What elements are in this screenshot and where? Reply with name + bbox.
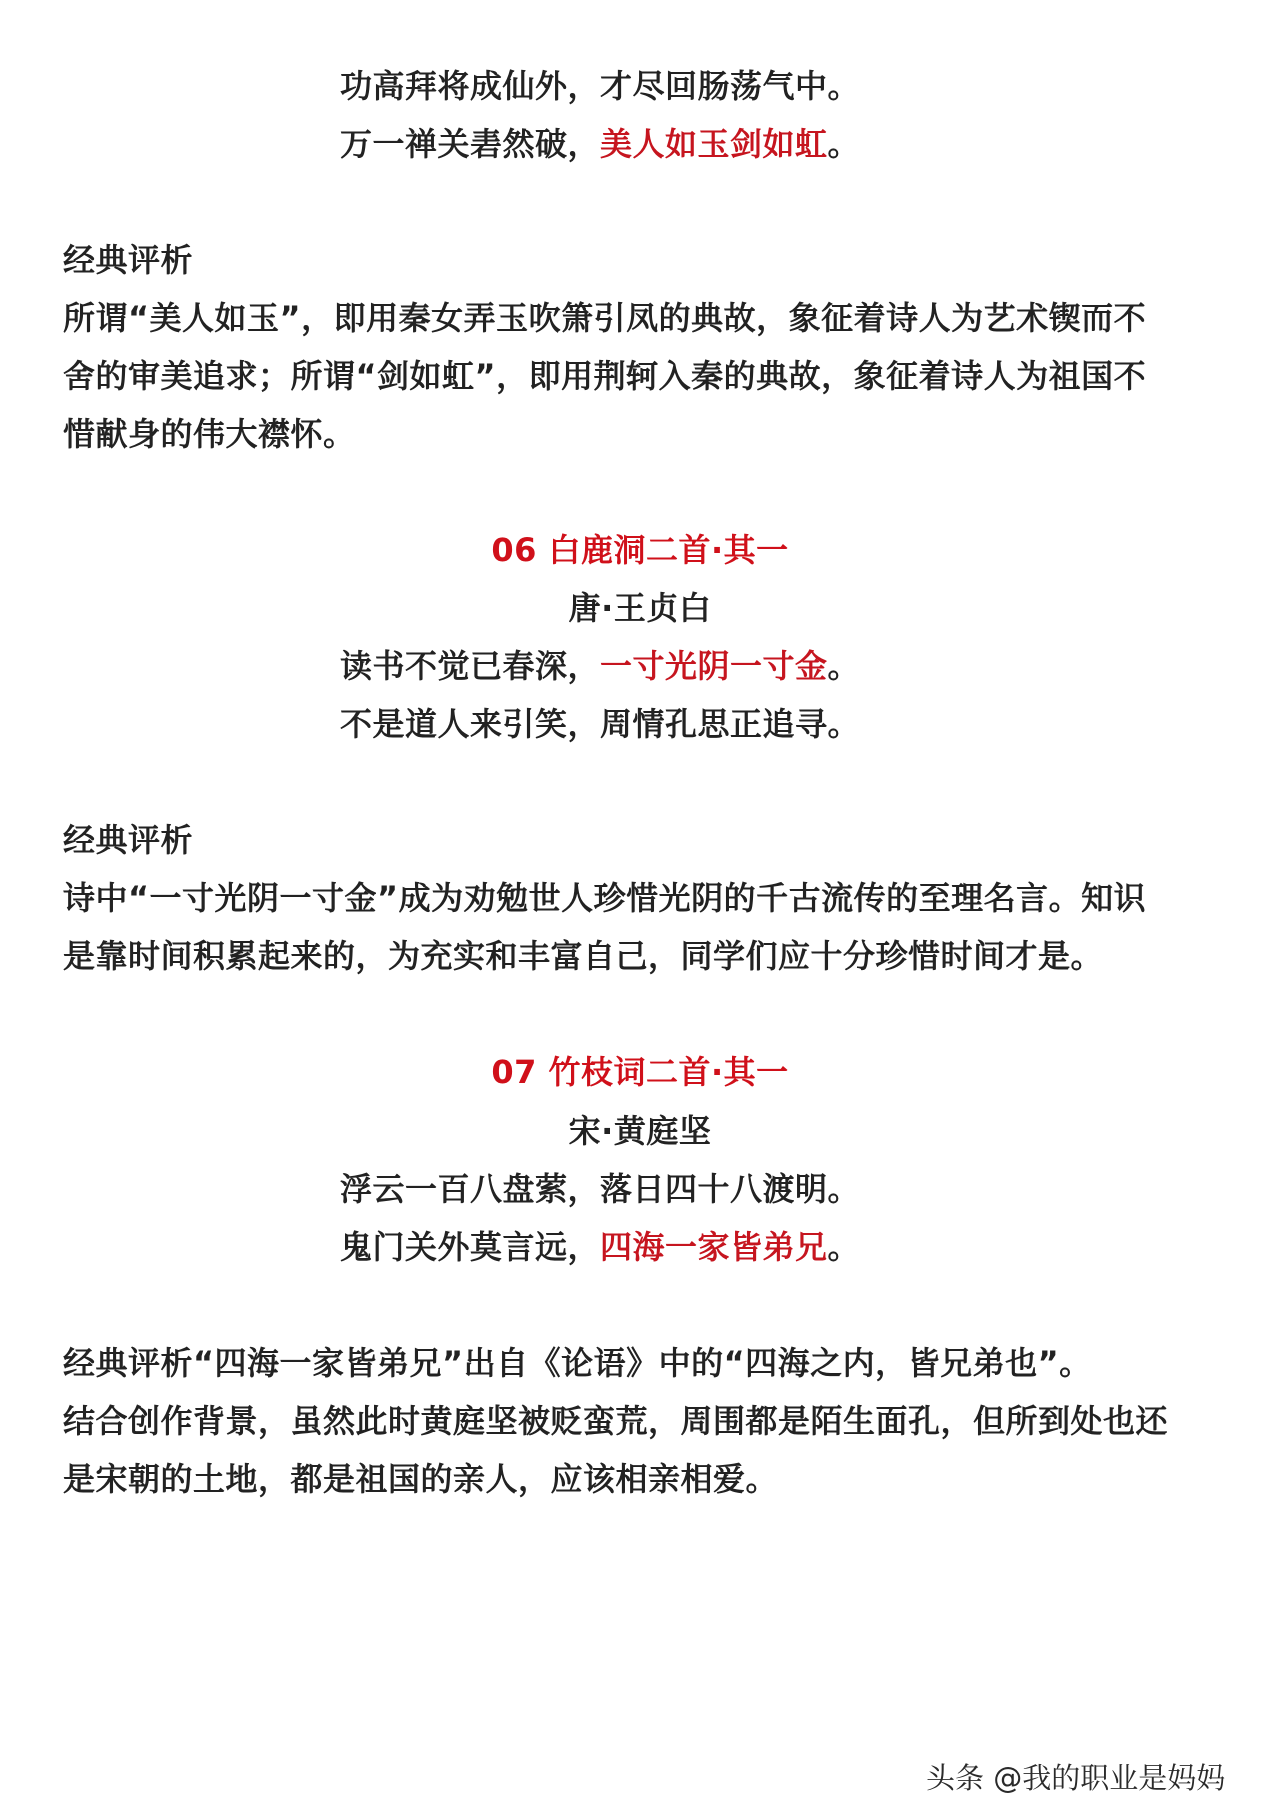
poem07-line2-plain: 鬼门关外莫言远，: [340, 1228, 601, 1266]
poem06-line1-plain: 读书不觉已春深，: [340, 647, 601, 685]
analysis05-heading: 经典评析: [63, 241, 194, 279]
poem06-author: 唐·王贞白: [568, 589, 712, 627]
analysis05-line3: 惜献身的伟大襟怀。: [63, 415, 356, 453]
analysis07-line1: 经典评析“四海一家皆弟兄”出自《论语》中的“四海之内，皆兄弟也”。: [63, 1344, 1092, 1382]
poem05-line1: 功高拜将成仙外，才尽回肠荡气中。: [340, 67, 861, 105]
poem05-line2: [340, 124, 860, 164]
analysis06-heading: 经典评析: [63, 821, 194, 859]
poem05-line2-highlight: 美人如玉剑如虹: [600, 125, 828, 163]
watermark: 头条 @我的职业是妈妈: [926, 1761, 1226, 1795]
poem07-line2-end: 。: [827, 1228, 861, 1266]
poem06-line2: 不是道人来引笑，周情孔思正追寻。: [340, 705, 861, 743]
poem06-line1-highlight: 一寸光阴一寸金: [600, 647, 828, 685]
analysis07-line2: 结合创作背景，虽然此时黄庭坚被贬蛮荒，周围都是陌生面孔，但所到处也还: [63, 1402, 1169, 1440]
analysis07-line3: 是宋朝的土地，都是祖国的亲人，应该相亲相爱。: [63, 1460, 779, 1498]
poem05-line2-end: 。: [827, 125, 861, 163]
poem07-author: 宋·黄庭坚: [568, 1112, 712, 1150]
analysis05-line1: 所谓“美人如玉”，即用秦女弄玉吹箫引凤的典故，象征着诗人为艺术锲而不: [63, 299, 1147, 337]
poem07-line2: [340, 1227, 860, 1267]
poem07-line2-highlight: 四海一家皆弟兄: [600, 1228, 828, 1266]
poem06-title: 06 白鹿洞二首·其一: [491, 531, 789, 569]
poem07-line1: 浮云一百八盘萦，落日四十八渡明。: [340, 1170, 861, 1208]
poem07-title: 07 竹枝词二首·其一: [491, 1053, 789, 1091]
analysis06-line2: 是靠时间积累起来的，为充实和丰富自己，同学们应十分珍惜时间才是。: [63, 937, 1104, 975]
poem06-line1: [340, 646, 860, 686]
analysis05-line2: 舍的审美追求；所谓“剑如虹”，即用荆轲入秦的典故，象征着诗人为祖国不: [63, 357, 1147, 395]
poem06-line1-end: 。: [827, 647, 861, 685]
analysis06-line1: 诗中“一寸光阴一寸金”成为劝勉世人珍惜光阴的千古流传的至理名言。知识: [63, 879, 1147, 917]
poem05-line2-plain: 万一禅关砉然破，: [340, 125, 601, 163]
